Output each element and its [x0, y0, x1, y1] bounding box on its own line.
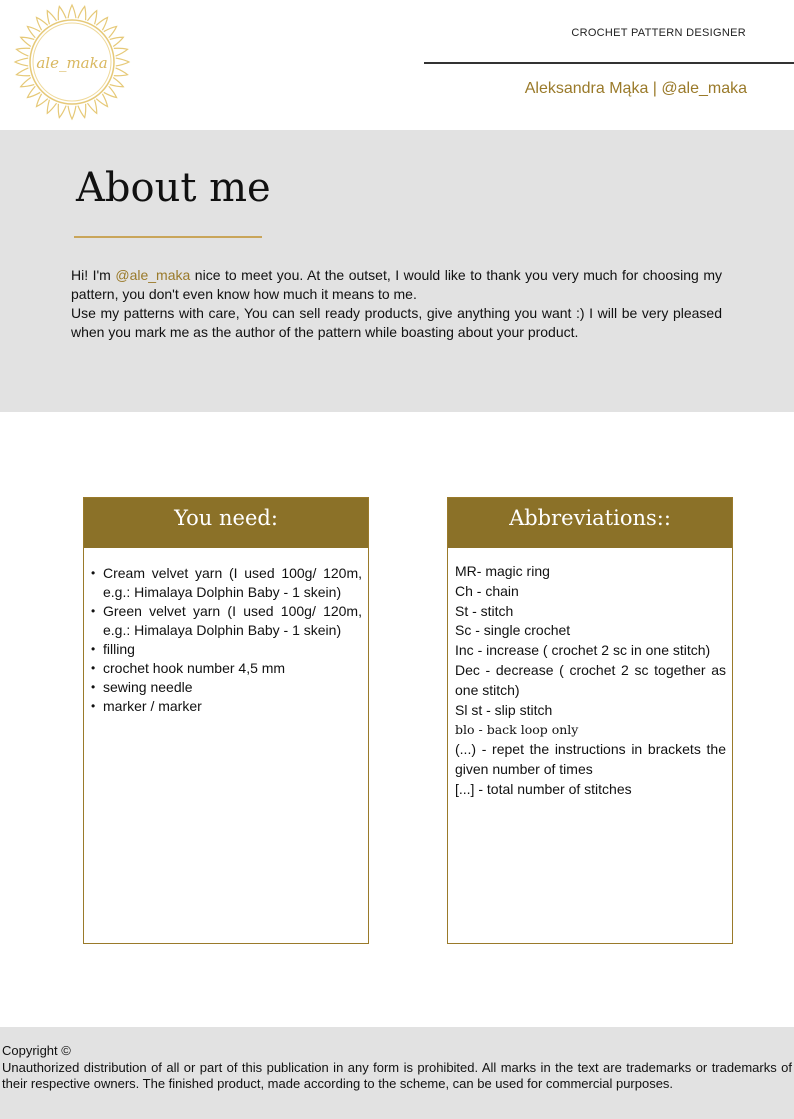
list-item: MR- magic ring	[455, 563, 550, 579]
bullet-icon: •	[91, 566, 96, 580]
list-item: • crochet hook number 4,5 mm	[91, 660, 286, 676]
sun-ray-mark	[15, 58, 28, 66]
list-item: • filling	[91, 641, 135, 657]
about-paragraph-2: Use my patterns with care, You can sell ready products, give anything you want :) I will be very pleased when you mark me as the author of the pattern while boasting about your product.	[71, 305, 722, 340]
sun-seal-icon	[12, 2, 132, 122]
sun-ray-mark	[47, 100, 56, 114]
abbreviations-title: Abbreviations::	[448, 498, 732, 548]
list-item: Ch - chain	[455, 582, 519, 599]
sun-ray-mark	[16, 68, 30, 76]
sun-ray-mark	[87, 100, 96, 114]
abbreviations-list	[448, 548, 732, 800]
title-underline	[74, 236, 262, 238]
bullet-icon: •	[91, 642, 96, 656]
list-item: • Green velvet yarn (I used 100g/ 120m, e.g.: Himalaya Dolphin Baby - 1 skein)	[91, 603, 362, 638]
copyright-label: Copyright ©	[2, 1043, 71, 1058]
sun-ray-mark	[58, 104, 66, 118]
abbreviations-card	[447, 497, 733, 944]
bullet-icon: •	[91, 680, 96, 694]
copyright-notice: Unauthorized distribution of all or part of this publication in any form is prohibited. All marks in the text are trademarks or trademarks of their respective owners. The finished product, made according to the scheme, can be used for commercial purposes.	[2, 1060, 792, 1091]
list-item: [...] - total number of stitches	[455, 780, 632, 797]
sun-ray-mark	[78, 104, 86, 118]
sun-ray-mark	[47, 11, 56, 25]
about-text	[71, 266, 722, 342]
sun-ray-mark	[21, 77, 35, 86]
list-item: Sl st - slip stitch	[455, 701, 553, 718]
sun-ray-mark	[58, 6, 66, 20]
bullet-icon: •	[91, 699, 96, 713]
bullet-icon: •	[91, 604, 96, 618]
sun-ray-mark	[110, 37, 124, 46]
sun-ray-mark	[21, 37, 35, 46]
designer-label: CROCHET PATTERN DESIGNER	[571, 27, 746, 39]
list-item: Inc - increase ( crochet 2 sc in one stitch)	[455, 642, 711, 659]
you-need-title: You need:	[84, 498, 368, 548]
logo-text: ale_maka	[36, 54, 108, 72]
footer	[0, 1027, 794, 1119]
author-line: Aleksandra Mąka | @ale_maka	[524, 80, 747, 97]
list-item: Sc - single crochet	[455, 622, 571, 639]
brand-logo	[12, 2, 132, 122]
sun-ray-mark	[116, 58, 129, 66]
sun-ray-mark	[78, 6, 86, 20]
page-title: About me	[76, 165, 271, 211]
intro-greeting: Hi! I'm	[71, 267, 111, 283]
list-item: • Cream velvet yarn (I used 100g/ 120m, e.g.: Himalaya Dolphin Baby - 1 skein)	[91, 565, 362, 600]
sun-ray-mark	[16, 48, 30, 56]
intro-handle: @ale_maka	[115, 267, 191, 283]
list-item: • sewing needle	[91, 679, 193, 695]
intro-rest: nice to meet you. At the outset, I would like to thank you very much for choosing my pattern, you don't even know how much it means to me.	[71, 267, 722, 302]
you-need-card	[83, 497, 369, 944]
you-need-list	[84, 548, 368, 716]
list-item: St - stitch	[455, 602, 514, 619]
sun-ray-mark	[110, 77, 124, 86]
list-item: (...) - repet the instructions in brackets the given number of times	[455, 741, 726, 777]
bullet-icon: •	[91, 661, 96, 675]
about-section	[0, 130, 794, 412]
sun-ray-mark	[68, 106, 76, 119]
sun-ray-mark	[114, 68, 128, 76]
sun-ray-mark	[114, 48, 128, 56]
list-item: Dec - decrease ( crochet 2 sc together as one stitch)	[455, 661, 726, 698]
list-item: • marker / marker	[91, 698, 202, 714]
sun-ray-mark	[68, 5, 76, 18]
header-divider	[424, 62, 794, 64]
list-item: blo - back loop only	[455, 722, 579, 738]
sun-ray-mark	[87, 11, 96, 25]
